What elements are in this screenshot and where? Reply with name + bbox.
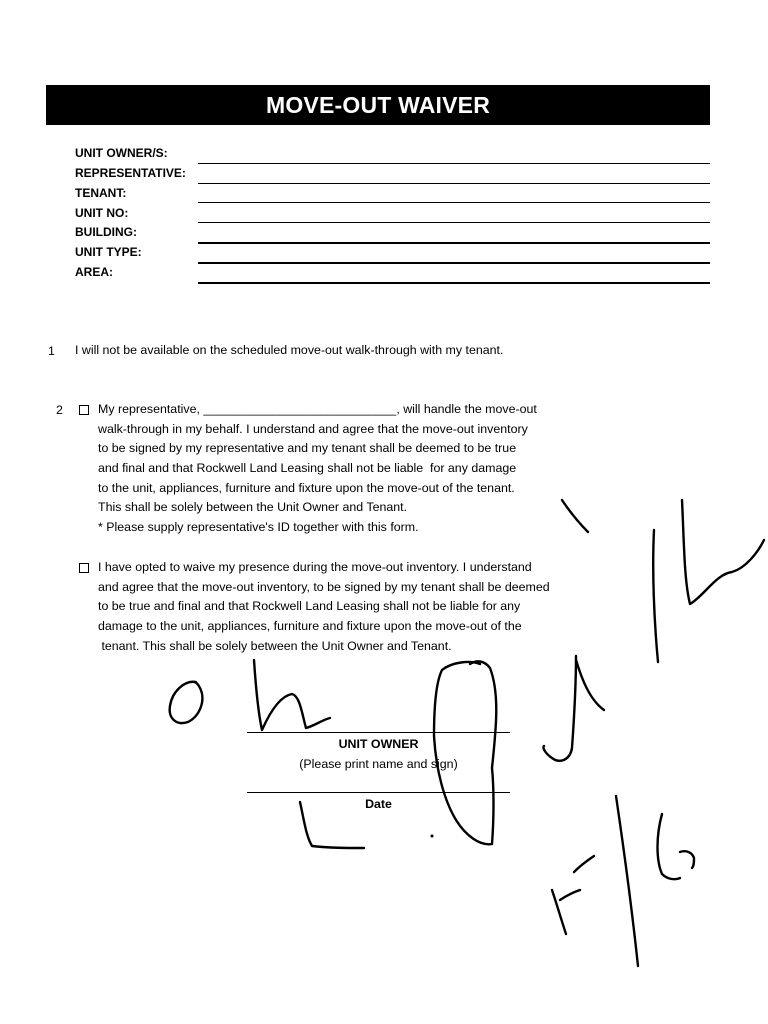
scribble-stroke: [560, 890, 580, 900]
option-a-line-6: This shall be solely between the Unit Owner and Tenant.: [98, 500, 408, 514]
owner-signature-label: UNIT OWNER: [338, 737, 419, 751]
item-1-text: I will not be available on the scheduled move-out walk-through with my tenant.: [75, 343, 504, 357]
scribble-stroke: [616, 796, 638, 966]
field-label-representative: REPRESENTATIVE:: [75, 166, 186, 180]
option-b-line-1: I have opted to waive my presence during the move-out inventory. I understand: [98, 560, 532, 574]
scribble-stroke: [576, 660, 604, 710]
field-label-unit-type: UNIT TYPE:: [75, 245, 142, 259]
option-a-line-7: * Please supply representative's ID together with this form.: [98, 520, 419, 534]
item-2-number: 2: [56, 403, 63, 417]
scribble-dot: [431, 835, 434, 838]
form-title: MOVE-OUT WAIVER: [265, 91, 491, 118]
scribble-stroke: [658, 814, 681, 879]
owner-signature-sublabel: (Please print name and sign): [299, 757, 458, 771]
date-label: Date: [365, 797, 392, 811]
scribble-stroke: [680, 851, 694, 868]
option-b-line-4: damage to the unit, appliances, furniture and fixture upon the move-out of the: [98, 619, 522, 633]
scribble-stroke: [682, 500, 764, 604]
option-b-line-3: to be true and final and that Rockwell Land Leasing shall not be liable for any: [98, 599, 521, 613]
option-a-line-2: walk-through in my behalf. I understand and agree that the move-out inventory: [98, 422, 528, 436]
option-a-line-1: My representative, ____________________________, will handle the move-out: [98, 402, 537, 416]
scribble-stroke: [562, 500, 588, 532]
item-1-number: 1: [48, 344, 55, 358]
scribble-stroke: [574, 856, 594, 872]
option-a-line-4: and final and that Rockwell Land Leasing shall not be liable for any damage: [98, 461, 517, 475]
scribble-stroke: [300, 802, 364, 848]
field-label-unit-owners: UNIT OWNER/S:: [75, 146, 168, 160]
scribble-stroke: [434, 661, 496, 844]
scribble-stroke: [254, 660, 330, 730]
option-b-line-2: and agree that the move-out inventory, to be signed by my tenant shall be deemed: [98, 580, 550, 594]
scribble-stroke: [543, 656, 576, 761]
scribble-stroke: [653, 530, 658, 662]
option-a-line-5: to the unit, appliances, furniture and fixture upon the move-out of the tenant.: [98, 481, 515, 495]
field-label-area: AREA:: [75, 265, 113, 279]
scribble-stroke: [170, 682, 203, 723]
field-label-building: BUILDING:: [75, 225, 137, 239]
option-b-line-5: tenant. This shall be solely between the Unit Owner and Tenant.: [98, 639, 452, 653]
field-label-unit-no: UNIT NO:: [75, 206, 129, 220]
option-a-line-3: to be signed by my representative and my tenant shall be deemed to be true: [98, 441, 517, 455]
field-label-tenant: TENANT:: [75, 186, 127, 200]
